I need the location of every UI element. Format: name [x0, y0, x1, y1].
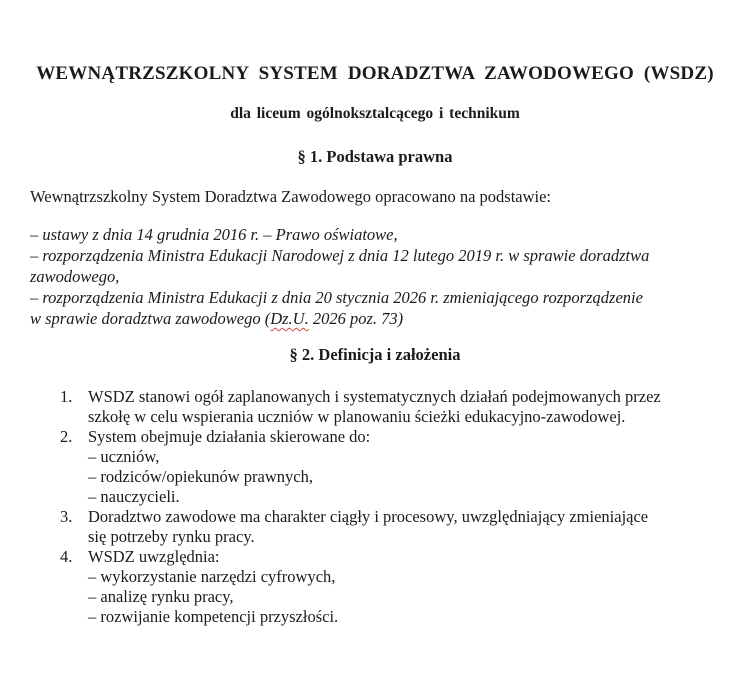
legal-last-line-suffix: 2026 poz. 73) [308, 309, 404, 328]
item-line: Doradztwo zawodowe ma charakter ciągły i procesowy, uwzględniający zmieniające [88, 507, 649, 526]
item-line: System obejmuje działania skierowane do: [88, 427, 371, 446]
list-item-3 [30, 507, 720, 547]
item-line: WSDZ uwzględnia: [88, 547, 220, 566]
definitions-list [30, 387, 720, 627]
page-title: WEWNĄTRZSZKOLNY SYSTEM DORADZTWA ZAWODOWEGO (WSDZ) [36, 63, 714, 84]
item-number: 2. [60, 427, 73, 446]
legal-basis-line [30, 308, 720, 329]
list-item-1 [30, 387, 720, 427]
list-item-2 [30, 427, 720, 507]
sub-bullet-line: – rodziców/opiekunów prawnych, [88, 467, 313, 486]
list-item-4 [30, 547, 720, 627]
legal-basis-line: zawodowego, [30, 267, 120, 286]
item-line: szkołę w celu wspierania uczniów w planowaniu ścieżki edukacyjno-zawodowej. [88, 407, 626, 426]
section-2-heading: § 2. Definicja i założenia [289, 345, 461, 364]
item-line: się potrzeby rynku pracy. [88, 527, 255, 546]
sub-bullet-line: – wykorzystanie narzędzi cyfrowych, [88, 567, 336, 586]
item-number: 1. [60, 387, 73, 406]
item-number: 4. [60, 547, 73, 566]
sub-bullet-line: – nauczycieli. [88, 487, 180, 506]
legal-basis-line: – rozporządzenia Ministra Edukacji Narodowej z dnia 12 lutego 2019 r. w sprawie doradztwa [30, 246, 650, 265]
misspelled-word: Dz.U. [270, 309, 309, 328]
legal-basis-line: – ustawy z dnia 14 grudnia 2016 r. – Prawo oświatowe, [30, 225, 398, 244]
item-number: 3. [60, 507, 73, 526]
sub-bullet-line: – rozwijanie kompetencji przyszłości. [88, 607, 339, 626]
document-page [0, 62, 750, 677]
item-line: WSDZ stanowi ogół zaplanowanych i systematycznych działań podejmowanych przez [88, 387, 661, 406]
section-1-heading: § 1. Podstawa prawna [297, 147, 453, 166]
legal-basis-block [30, 224, 720, 329]
sub-bullet-line: – analizę rynku pracy, [88, 587, 234, 606]
sub-bullet-line: – uczniów, [88, 447, 160, 466]
intro-paragraph: Wewnątrzszkolny System Doradztwa Zawodowego opracowano na podstawie: [30, 187, 552, 206]
page-subtitle: dla liceum ogólnoksztalcącego i technikum [230, 105, 520, 122]
legal-last-line-prefix: w sprawie doradztwa zawodowego ( [30, 309, 271, 328]
legal-basis-line: – rozporządzenia Ministra Edukacji z dnia 20 stycznia 2026 r. zmieniającego rozporządzenie [30, 288, 643, 307]
